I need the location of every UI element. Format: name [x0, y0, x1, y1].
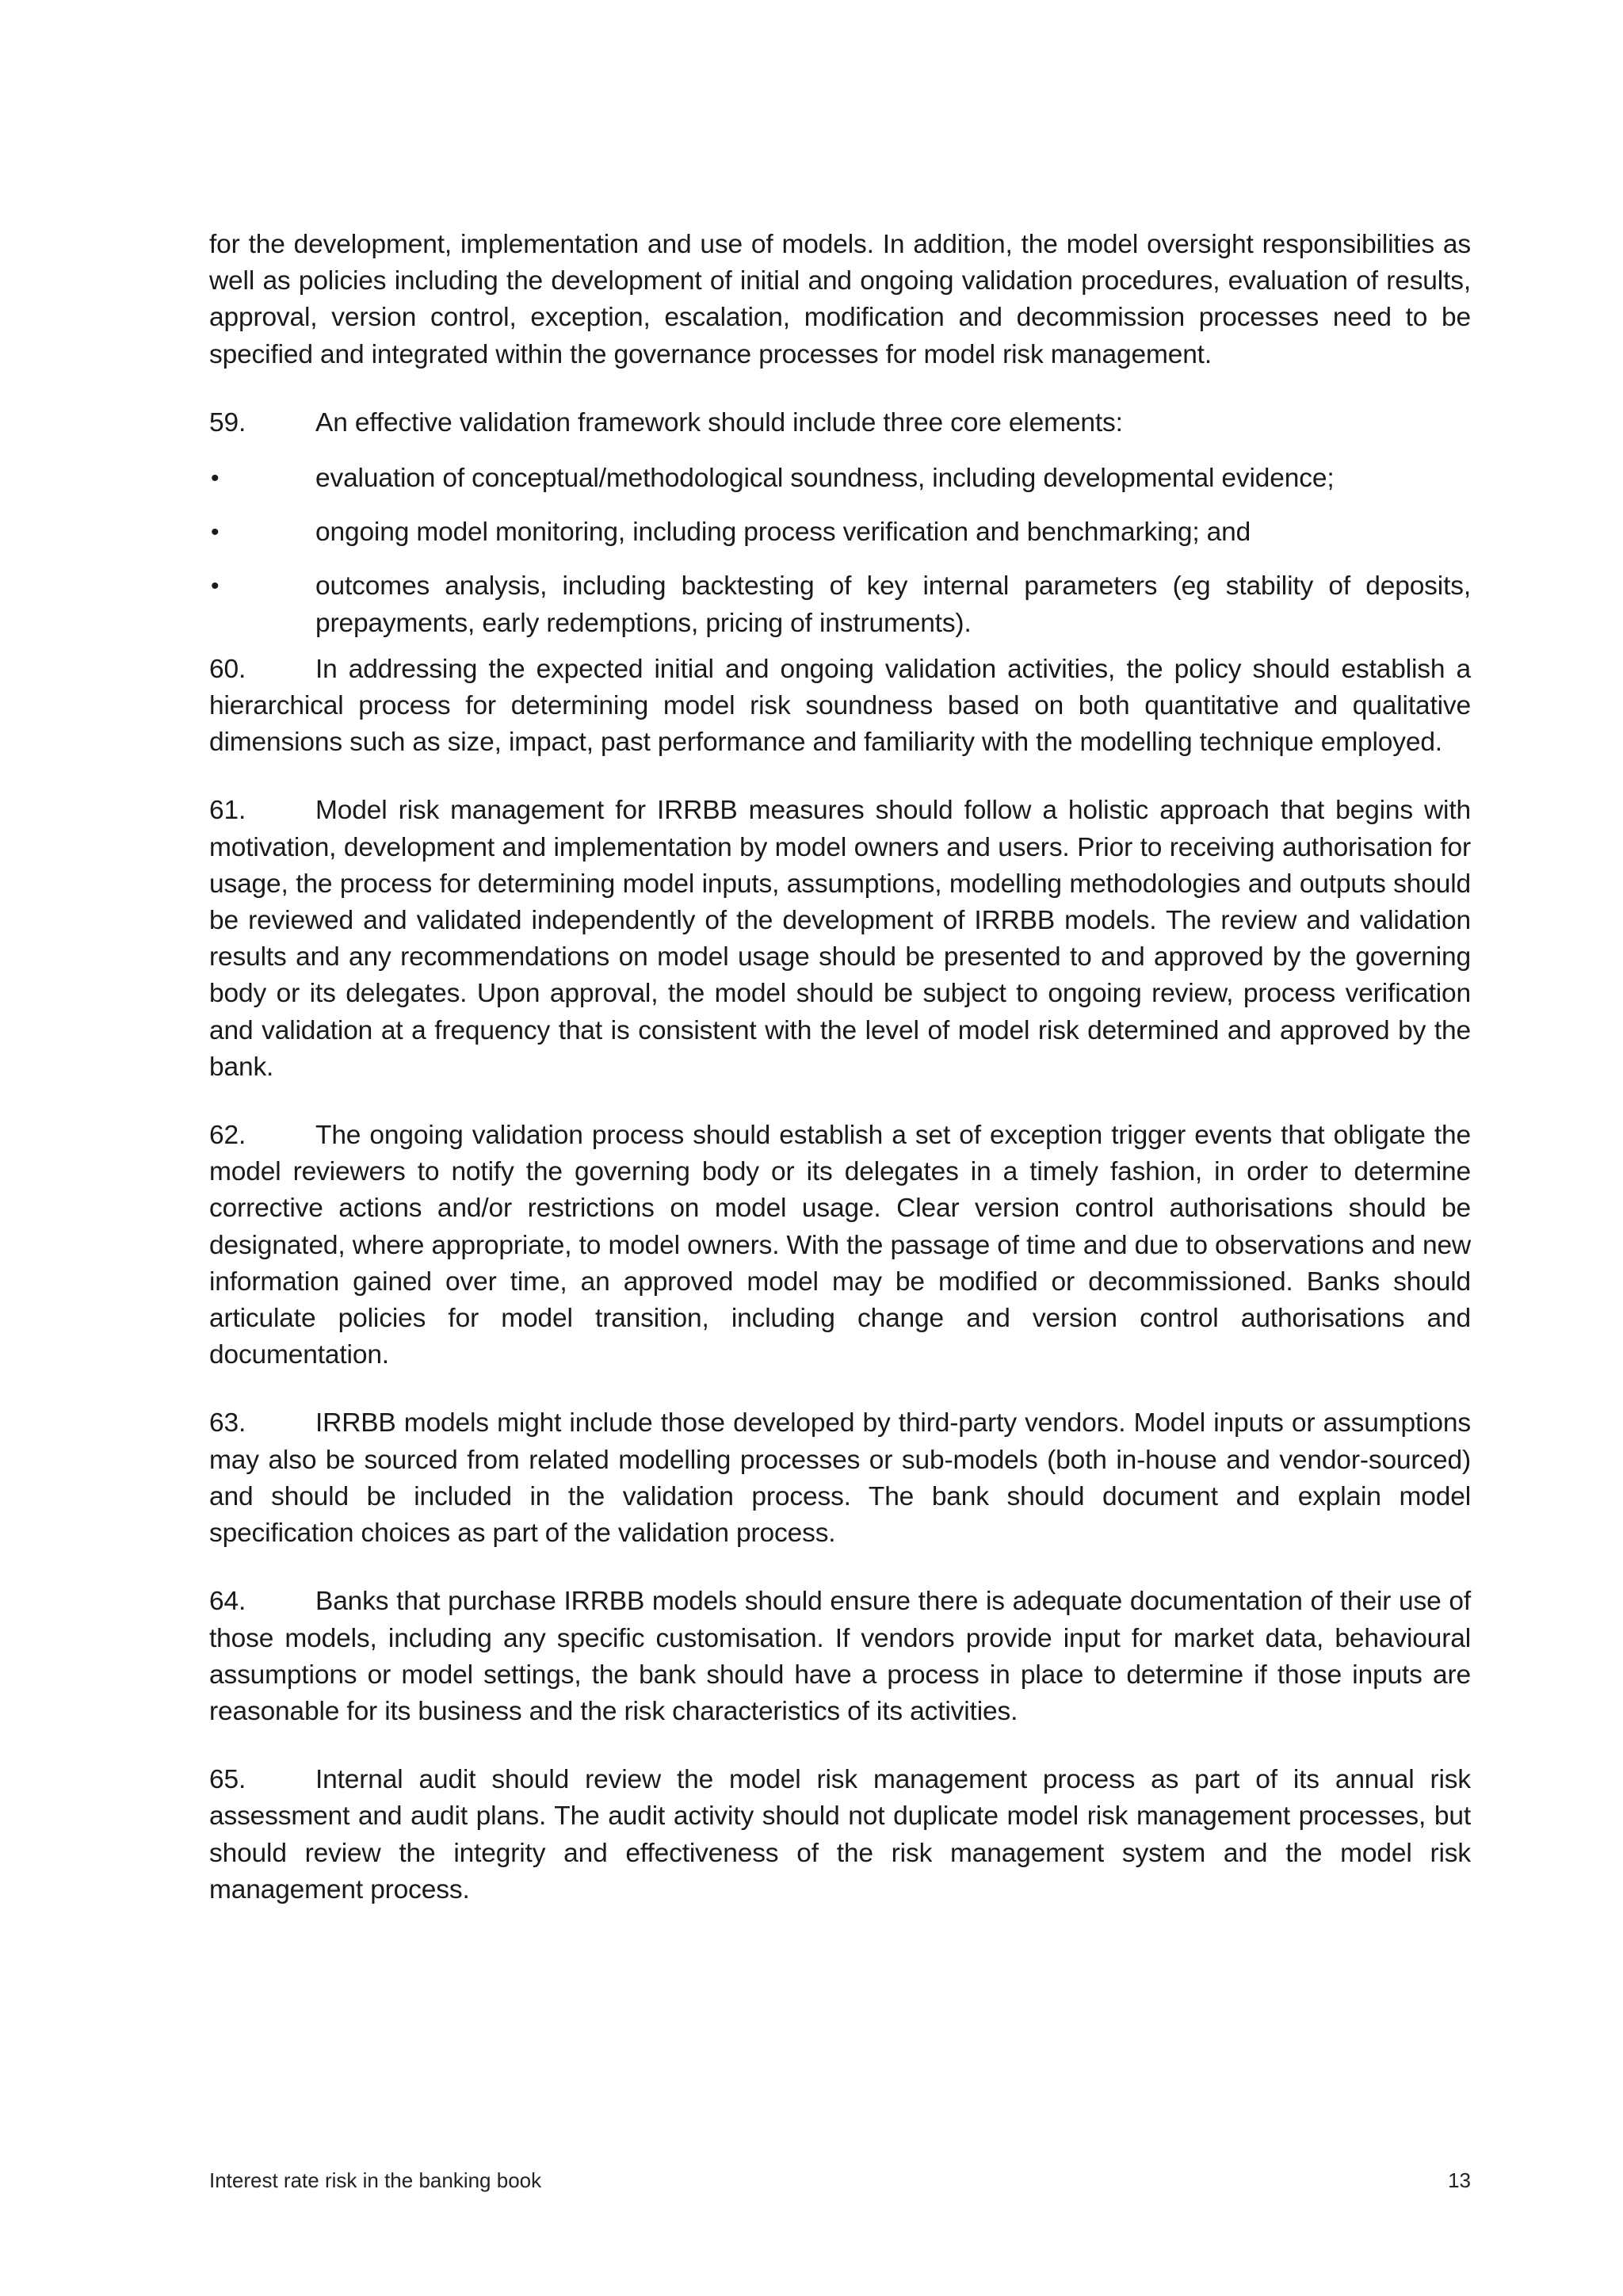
paragraph-65: [209, 1762, 1471, 1908]
footer-document-title: Interest rate risk in the banking book: [209, 2168, 542, 2192]
paragraph-number: 62.: [209, 1121, 246, 1151]
paragraph-text: Banks that purchase IRRBB models should ensure there is adequate documentation of their use of those models, including any specific customisation. If vendors provide input for market data, behavioural assumptions or model settings, the bank should have a process in place to determine if those inputs are reasonable for its business and the risk characteristics of its activities.: [209, 1587, 1471, 1726]
paragraph-64: [209, 1584, 1471, 1730]
paragraph-number: 60.: [209, 654, 246, 684]
bullet-icon: •: [211, 573, 220, 600]
list-item-text: evaluation of conceptual/methodological soundness, including developmental evidence;: [315, 464, 1335, 494]
bullet-icon: •: [211, 519, 220, 546]
paragraph-text: In addressing the expected initial and ongoing validation activities, the policy should establish a hierarchical process for determining model risk soundness based on both quantitative and qualitative dimensions such as size, impact, past performance and familiarity with the modelling technique employed.: [209, 654, 1471, 758]
paragraph-number: 63.: [209, 1408, 246, 1438]
list-item: [209, 568, 1471, 641]
paragraph-number: 64.: [209, 1587, 246, 1617]
list-item: [209, 514, 1471, 551]
core-elements-list: [209, 460, 1471, 642]
paragraph-62: [209, 1117, 1471, 1373]
paragraph-number: 59.: [209, 407, 246, 437]
list-item-text: ongoing model monitoring, including process verification and benchmarking; and: [315, 518, 1251, 548]
list-item-text: outcomes analysis, including backtesting of key internal parameters (eg stability of deposits, prepayments, early redemptions, pricing of instruments).: [315, 571, 1471, 638]
paragraph-number: 61.: [209, 796, 246, 826]
page-body: [209, 227, 1471, 1940]
paragraph-text: IRRBB models might include those developed by third-party vendors. Model inputs or assumptions may also be sourced from related modelling processes or sub-models (both in-house and vendor-sourced) and should be included in the validation process. The bank should document and explain model specification choices as part of the validation process.: [209, 1408, 1471, 1549]
paragraph-61: [209, 793, 1471, 1086]
footer-page-number: 13: [1448, 2168, 1471, 2192]
list-item: [209, 460, 1471, 497]
paragraph-59: [209, 405, 1471, 441]
paragraph-text: Model risk management for IRRBB measures should follow a holistic approach that begins with motivation, development and implementation by model owners and users. Prior to receiving authorisation for usage, the process for determining model inputs, assumptions, modelling methodologies and outputs should be reviewed and validated independently of the development of IRRBB models. The review and validation results and any recommendations on model usage should be presented to and approved by the governing body or its delegates. Upon approval, the model should be subject to ongoing review, process verification and validation at a frequency that is consistent with the level of model risk determined and approved by the bank.: [209, 796, 1471, 1082]
intro-paragraph: for the development, implementation and use of models. In addition, the model oversight responsibilities as well as policies including the development of initial and ongoing validation procedures, evaluation of results, approval, version control, exception, escalation, modification and decommission processes need to be specified and integrated within the governance processes for model risk management.: [209, 230, 1471, 369]
bullet-icon: •: [211, 465, 220, 492]
paragraph-number: 65.: [209, 1765, 246, 1795]
paragraph-text: An effective validation framework should include three core elements:: [315, 407, 1123, 437]
paragraph-text: The ongoing validation process should establish a set of exception trigger events that obligate the model reviewers to notify the governing body or its delegates in a timely fashion, in order to determine corrective actions and/or restrictions on model usage. Clear version control authorisations should be designated, where appropriate, to model owners. With the passage of time and due to observations and new information gained over time, an approved model may be modified or decommissioned. Banks should articulate policies for model transition, including change and version control authorisations and documentation.: [209, 1121, 1471, 1370]
paragraph-text: Internal audit should review the model risk management process as part of its annual risk assessment and audit plans. The audit activity should not duplicate model risk management processes, but should review the integrity and effectiveness of the risk management system and the model risk management process.: [209, 1765, 1471, 1904]
paragraph-60: [209, 651, 1471, 762]
paragraph-63: [209, 1405, 1471, 1552]
